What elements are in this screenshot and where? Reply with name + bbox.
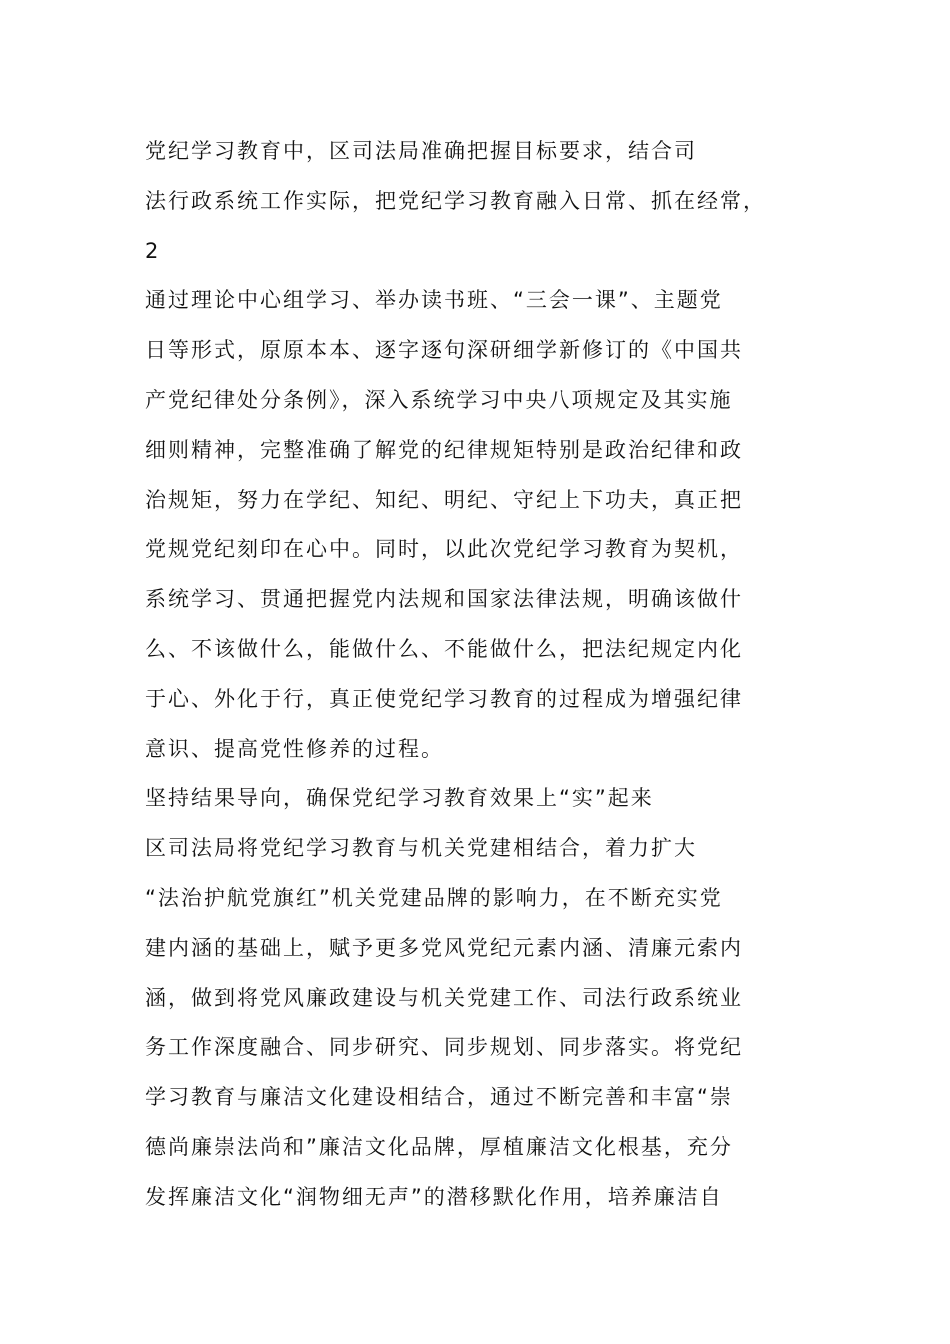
text-line: 意识、提高党性修养的过程。	[145, 736, 444, 761]
text-line: 法行政系统工作实际，把党纪学习教育融入日常、抓在经常，	[145, 188, 766, 213]
text-line: 学习教育与廉洁文化建设相结合，通过不断完善和丰富“崇	[145, 1085, 733, 1110]
text-line: 细则精神，完整准确了解党的纪律规矩特别是政治纪律和政	[145, 437, 743, 462]
text-line: 治规矩，努力在学纪、知纪、明纪、守纪上下功夫，真正把	[145, 487, 743, 512]
text-line: 党纪学习教育中，区司法局准确把握目标要求，结合司	[145, 139, 697, 163]
text-line: 发挥廉洁文化“润物细无声”的潜移默化作用，培养廉洁自	[145, 1184, 723, 1209]
page-number: 2	[145, 238, 161, 263]
text-line: 么、不该做什么，能做什么、不能做什么，把法纪规定内化	[145, 636, 743, 661]
text-line: 党规党纪刻印在心中。同时，以此次党纪学习教育为契机，	[145, 537, 743, 562]
text-line: 涵，做到将党风廉政建设与机关党建工作、司法行政系统业	[145, 985, 743, 1010]
text-line: 建内涵的基础上，赋予更多党风党纪元素内涵、清廉元索内	[145, 935, 743, 960]
text-line: 通过理论中心组学习、举办读书班、“三会一课”、主题党	[145, 288, 723, 313]
text-line: 区司法局将党纪学习教育与机关党建相结合，着力扩大	[145, 836, 697, 861]
text-line: 系统学习、贯通把握党内法规和国家法律法规，明确该做什	[145, 587, 743, 612]
text-line: 日等形式，原原本本、逐字逐句深研细学新修订的《中国共	[145, 338, 743, 363]
text-line: 坚持结果导向，确保党纪学习教育效果上“实”起来	[145, 786, 654, 811]
text-line: 德尚廉崇法尚和”廉洁文化品牌，厚植廉洁文化根基，充分	[145, 1134, 733, 1159]
text-line: “法治护航党旗红”机关党建品牌的影响力，在不断充实党	[145, 885, 723, 910]
text-line: 务工作深度融合、同步研究、同步规划、同步落实。将党纪	[145, 1035, 743, 1060]
text-line: 于心、外化于行，真正使党纪学习教育的过程成为增强纪律	[145, 686, 743, 711]
document-body	[145, 127, 766, 1223]
text-line: 产党纪律处分条例》，深入系统学习中央八项规定及其实施	[145, 387, 733, 412]
